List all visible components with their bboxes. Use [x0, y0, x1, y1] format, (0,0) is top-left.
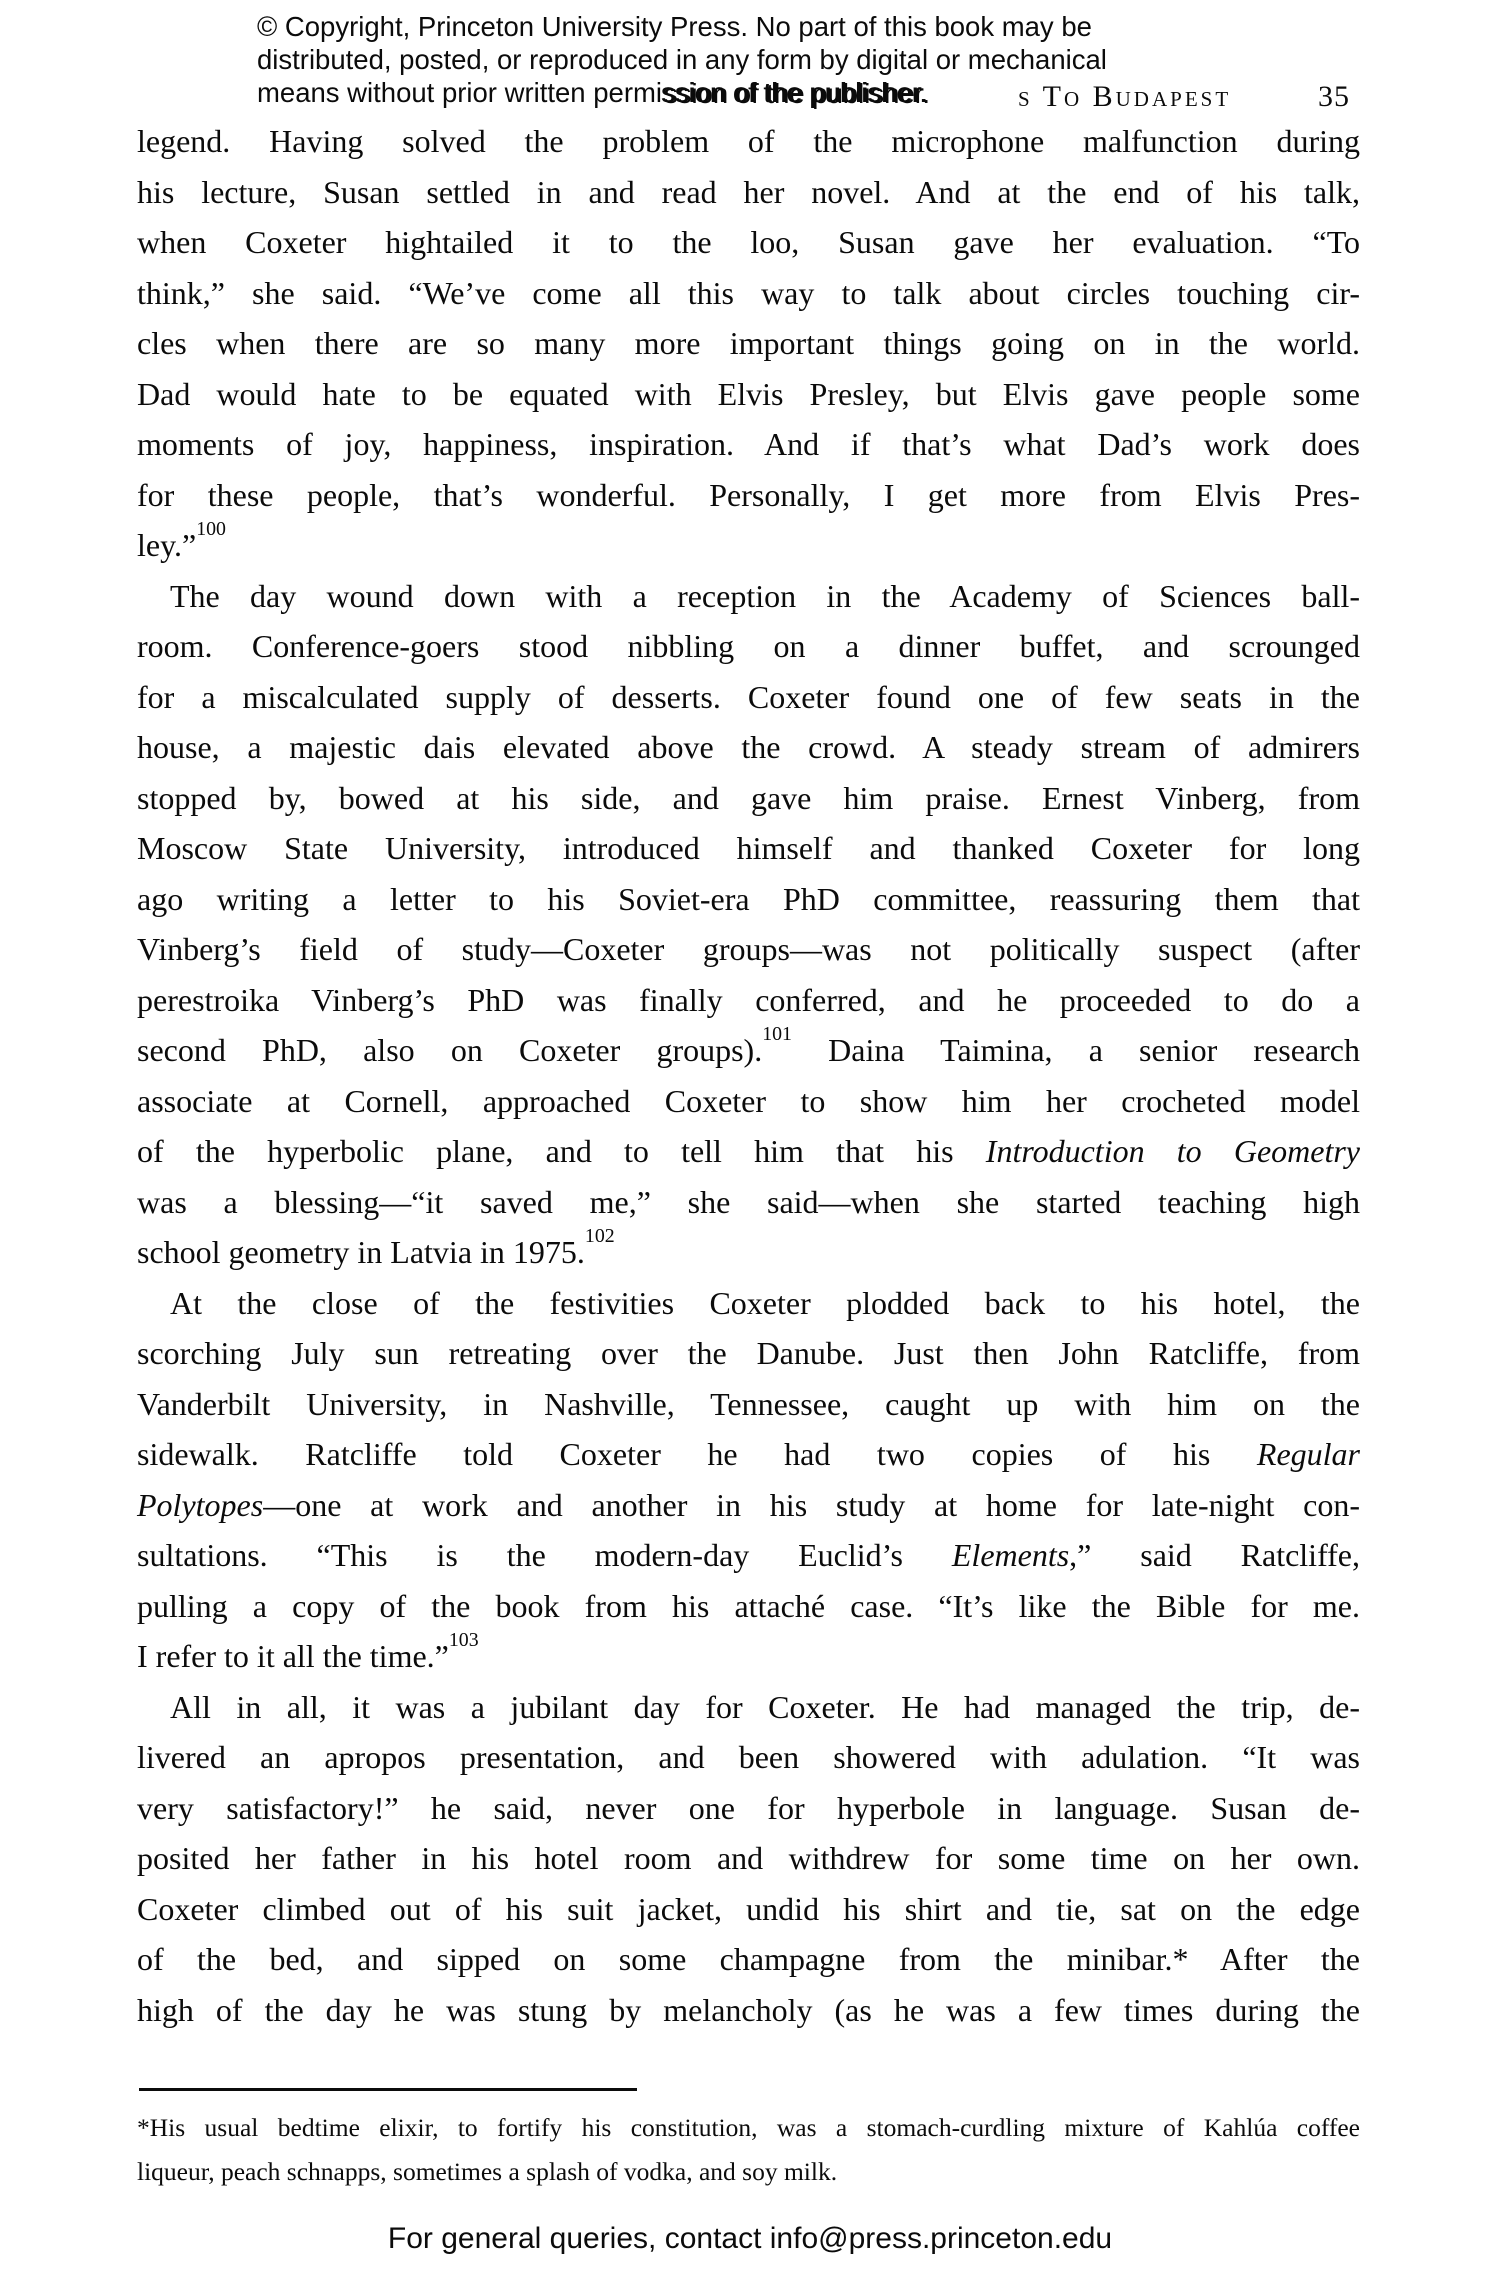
text-line: of the hyperbolic plane, and to tell him that his Introduction to Geometry — [137, 1133, 1361, 1169]
text-line: Coxeter climbed out of his suit jacket, undid his shirt and tie, sat on the edge — [137, 1890, 1360, 1927]
text-line: Vanderbilt University, in Nashville, Tennessee, caught up with him on the — [137, 1385, 1360, 1422]
text-line: cles when there are so many more important things going on in the world. — [137, 325, 1360, 361]
copyright-line-1: © Copyright, Princeton University Press. No part of this book may be — [257, 11, 1092, 42]
text-line: his lecture, Susan settled in and read her novel. And at the end of his talk, — [137, 173, 1360, 210]
paragraph — [137, 1682, 1360, 2036]
text-line: pulling a copy of the book from his attaché case. “It’s like the Bible for me. — [137, 1587, 1360, 1624]
text-line: liqueur, peach schnapps, sometimes a splash of vodka, and soy milk. — [137, 2157, 838, 2186]
text-line: very satisfactory!” he said, never one for hyperbole in language. Susan de- — [137, 1789, 1360, 1826]
body-text — [137, 116, 1360, 2035]
text-line: All in all, it was a jubilant day for Coxeter. He had managed the trip, de- — [170, 1688, 1360, 1725]
text-line: At the close of the festivities Coxeter plodded back to his hotel, the — [170, 1284, 1360, 1321]
text-line: high of the day he was stung by melancholy (as he was a few times during the — [137, 1991, 1360, 2028]
copyright-line-3 — [257, 76, 1267, 109]
paragraph — [137, 116, 1360, 571]
paragraph — [137, 571, 1360, 1278]
text-line: for a miscalculated supply of desserts. Coxeter found one of few seats in the — [137, 678, 1360, 715]
text-line: Dad would hate to be equated with Elvis Presley, but Elvis gave people some — [137, 375, 1360, 412]
copyright-line-3-overprint: ssion of the publisher. — [662, 77, 929, 108]
text-line: sidewalk. Ratcliffe told Coxeter he had two copies of his Regular — [137, 1436, 1360, 1472]
copyright-line-2: distributed, posted, or reproduced in any form by digital or mechanical — [257, 44, 1107, 75]
page-number: 35 — [1318, 80, 1350, 113]
paragraph — [137, 1278, 1360, 1682]
text-line: Moscow State University, introduced himself and thanked Coxeter for long — [137, 830, 1360, 866]
text-line: ago writing a letter to his Soviet-era PhD committee, reassuring them that — [137, 880, 1360, 917]
text-line: livered an apropos presentation, and been showered with adulation. “It was — [137, 1739, 1360, 1775]
text-line: room. Conference-goers stood nibbling on a dinner buffet, and scrounged — [137, 628, 1360, 664]
copyright-line-3-start: means without prior written permi — [257, 77, 663, 108]
text-line: sultations. “This is the modern-day Euclid’s Elements,” said Ratcliffe, — [137, 1537, 1361, 1573]
text-line: house, a majestic dais elevated above the crowd. A steady stream of admirers — [137, 729, 1360, 765]
text-line: The day wound down with a reception in the Academy of Sciences ball- — [170, 577, 1360, 614]
text-line: Vinberg’s field of study—Coxeter groups—was not politically suspect (after — [137, 931, 1360, 967]
text-line: associate at Cornell, approached Coxeter to show him her crocheted model — [137, 1082, 1360, 1119]
text-line: when Coxeter hightailed it to the loo, Susan gave her evaluation. “To — [137, 224, 1360, 260]
text-line: was a blessing—“it saved me,” she said—when she started teaching high — [137, 1183, 1360, 1220]
running-head: s To Budapest — [1018, 80, 1232, 113]
text-line: scorching July sun retreating over the Danube. Just then John Ratcliffe, from — [137, 1335, 1360, 1371]
text-line: posited her father in his hotel room and withdrew for some time on her own. — [137, 1840, 1360, 1876]
text-line: school geometry in Latvia in 1975.$^{102}$ — [137, 1225, 615, 1270]
footnote — [137, 2106, 1360, 2194]
text-line: for these people, that’s wonderful. Personally, I get more from Elvis Pres- — [137, 476, 1360, 513]
text-line: think,” she said. “We’ve come all this way to talk about circles touching cir- — [137, 274, 1360, 311]
text-line: *His usual bedtime elixir, to fortify his constitution, was a stomach-curdling mixture of Kahlúa coffee — [137, 2113, 1360, 2142]
text-line: stopped by, bowed at his side, and gave him praise. Ernest Vinberg, from — [137, 779, 1360, 816]
text-line: I refer to it all the time.”$^{103}$ — [137, 1629, 479, 1674]
footer-contact: For general queries, contact info@press.princeton.edu — [387, 2222, 1113, 2255]
text-line: ley.”$^{100}$ — [137, 518, 226, 563]
text-line: second PhD, also on Coxeter groups).$^{101}$ Daina Taimina, a senior research — [137, 1023, 1361, 1068]
text-line: perestroika Vinberg’s PhD was finally conferred, and he proceeded to do a — [137, 981, 1360, 1018]
copyright-notice — [257, 10, 1267, 109]
text-line: Polytopes—one at work and another in his study at home for late-night con- — [137, 1486, 1360, 1523]
text-line: moments of joy, happiness, inspiration. And if that’s what Dad’s work does — [137, 426, 1360, 462]
text-line: legend. Having solved the problem of the microphone malfunction during — [137, 123, 1360, 159]
text-line: of the bed, and sipped on some champagne from the minibar.* After the — [137, 1941, 1360, 1977]
footnote-rule — [139, 2088, 637, 2091]
